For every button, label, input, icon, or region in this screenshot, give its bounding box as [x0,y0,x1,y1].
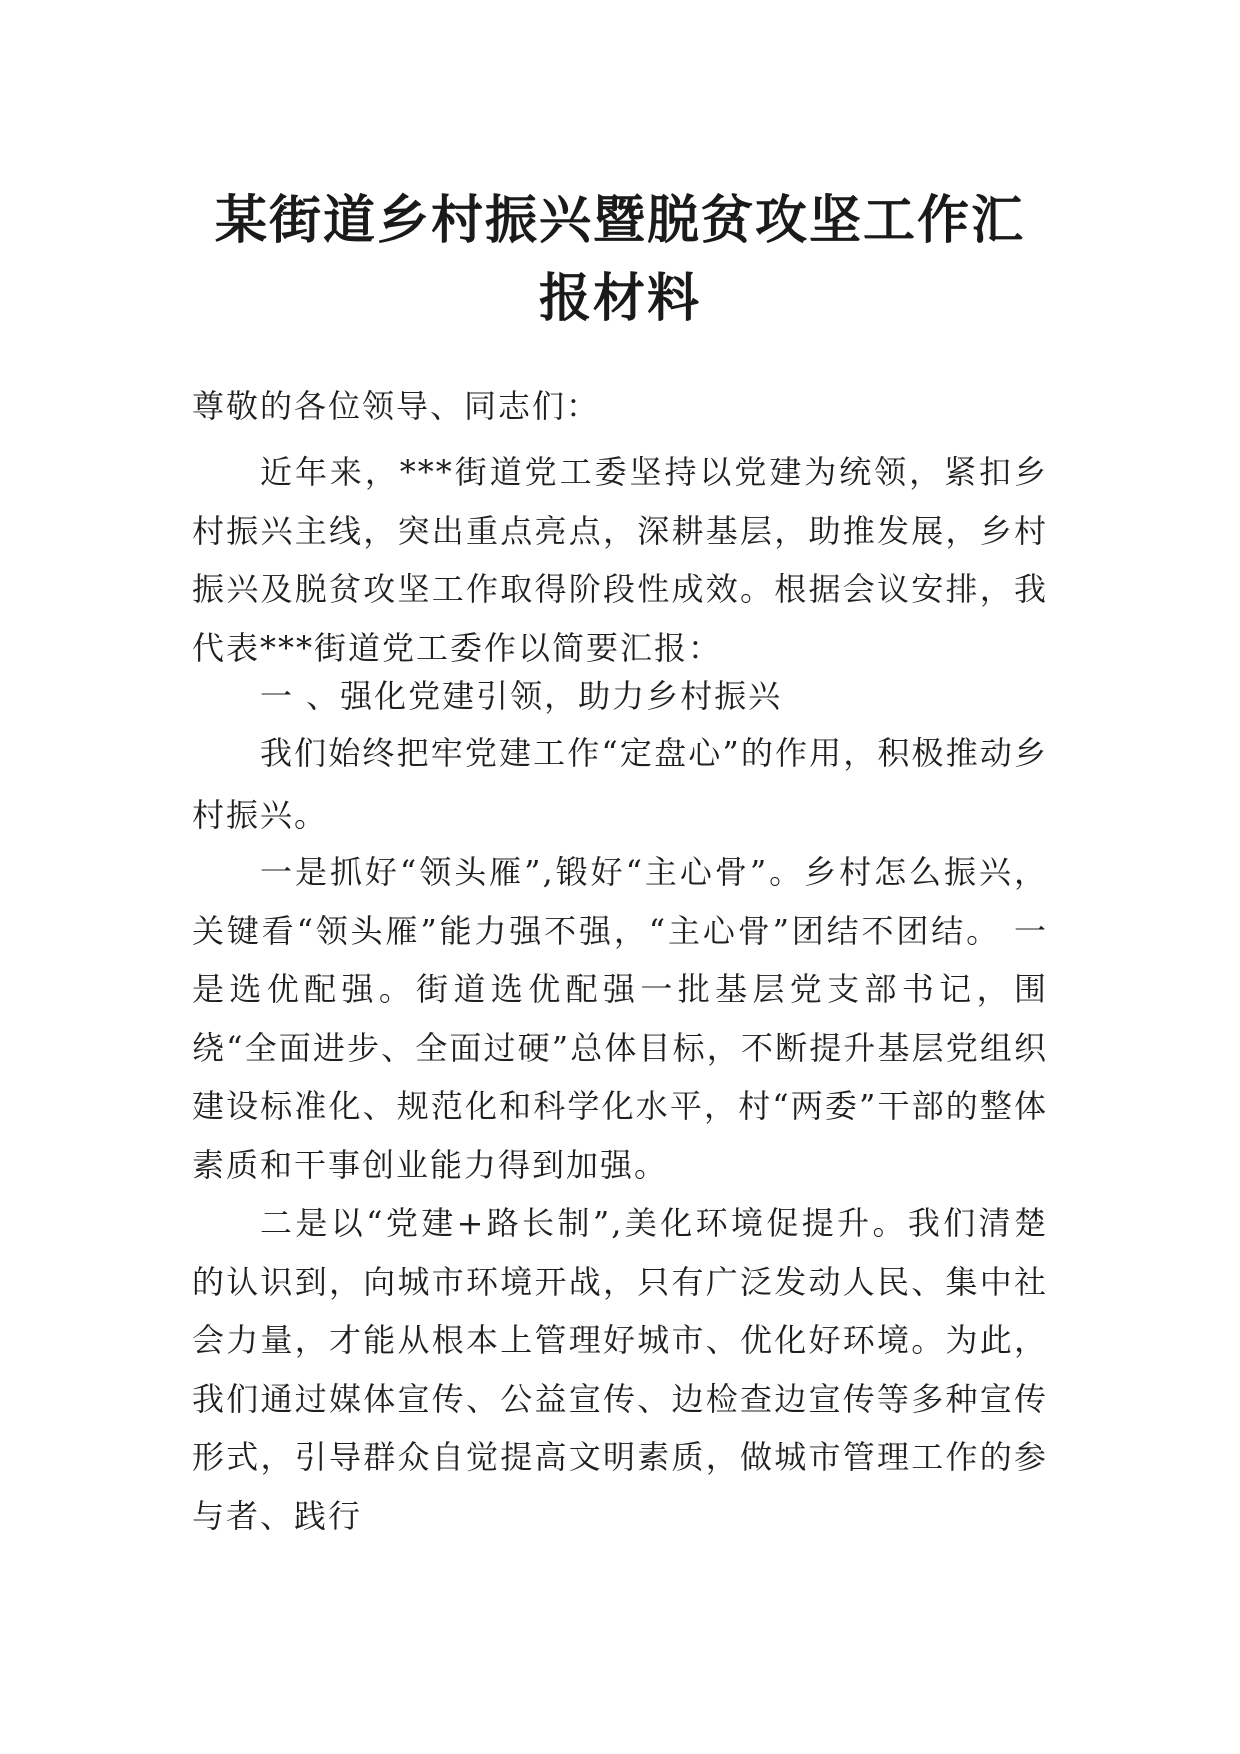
section1-lead-text: 我们始终把牢党建工作“定盘心”的作用，积极推动乡村振兴。 [192,734,1048,834]
intro-paragraph [192,443,1048,677]
section-lead-paragraph [192,722,1048,846]
document-title: 某街道乡村振兴暨脱贫攻坚工作汇报材料 [214,191,1025,329]
item1-paragraph [192,843,1048,1194]
item2-text: 二是以“党建+路长制”,美化环境促提升。我们清楚的认识到，向城市环境开战，只有广泛发动人民、集中社会力量，才能从根本上管理好城市、优化好环境。为此，我们通过媒体宣传、公益宣传、边检查边宣传等多种宣传形式，引导群众自觉提高文明素质，做城市管理工作的参与者、践行 [192,1204,1048,1535]
section1-heading-text: 一 、强化党建引领，助力乡村振兴 [260,677,783,715]
section-heading [192,667,1048,726]
item1-text: 一是抓好“领头雁”,锻好“主心骨”。乡村怎么振兴，关键看“领头雁”能力强不强，“主心骨”团结不团结。 一是选优配强。街道选优配强一批基层党支部书记，围绕“全面进步、全面过硬”总体目标，不断提升基层党组织建设标准化、规范化和科学化水平，村“两委”干部的整体素质和干事创业能力得到加强。 [192,853,1048,1184]
intro-text: 近年来，***街道党工委坚持以党建为统领，紧扣乡村振兴主线，突出重点亮点，深耕基层，助推发展，乡村振兴及脱贫攻坚工作取得阶段性成效。根据会议安排，我代表***街道党工委作以简要汇报： [192,453,1048,667]
item2-paragraph [192,1194,1048,1545]
greeting-text: 尊敬的各位领导、同志们： [192,387,601,425]
greeting-paragraph [192,377,1048,436]
